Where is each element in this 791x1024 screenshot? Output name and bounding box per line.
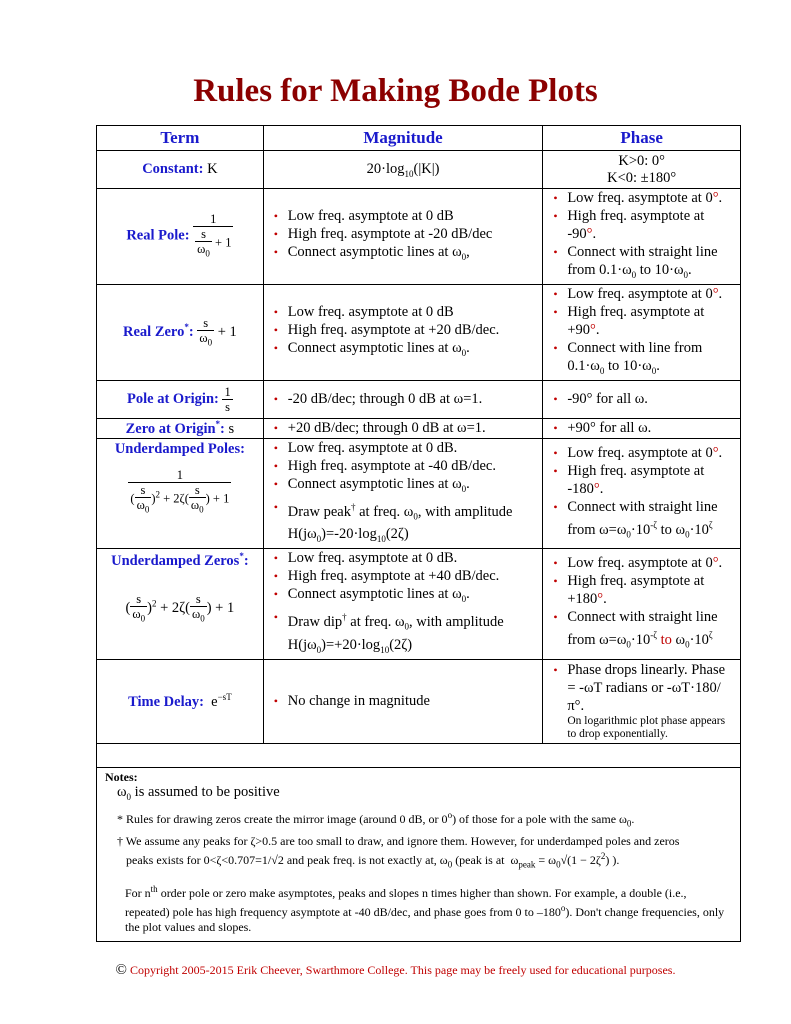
row-time-delay: [97, 659, 741, 743]
phase-constant: [543, 151, 741, 189]
formula-real-pole: 1 $\frac{s}{\omega_0}$ + 1: [193, 212, 233, 261]
copyright-text: Copyright 2005-2015 Erik Cheever, Swarthmore College. This page may be freely used for educational purposes.: [129, 963, 676, 977]
formula-pole-origin: $\frac{1}{s}$: [224, 384, 231, 414]
row-underdamped-poles: [97, 438, 741, 549]
list-item: • Low freq. asymptote at 0 dB: [288, 207, 539, 225]
header-phase: Phase: [543, 126, 741, 151]
term-label: Pole at Origin:: [127, 390, 219, 407]
term-underdamped-poles: [97, 438, 264, 549]
note-omega: $\omega_0$ is assumed to be positive: [117, 783, 280, 802]
empty-cell: [97, 743, 741, 767]
formula-real-zero: $\frac{s}{\omega_0}$: [199, 315, 213, 348]
term-label: Real Zero*:: [123, 321, 194, 340]
phase-real-zero: [543, 284, 741, 380]
mag-underdamped-poles: [263, 438, 543, 549]
mag-underdamped-zeros: [263, 549, 543, 660]
row-constant: [97, 151, 741, 189]
phase-pole-origin: [543, 380, 741, 418]
list-item: • High freq. asymptote at -180°.: [567, 462, 736, 498]
list-item: • Connect with straight line from $\omega=\omega_0\cdot 10^{-\zeta}$ to $\omega_0\cdot 10^\zeta$: [567, 608, 736, 654]
list-item: • Low freq. asymptote at 0 dB.: [288, 549, 539, 567]
list-item: • High freq. asymptote at +20 dB/dec.: [288, 321, 539, 339]
term-underdamped-zeros: [97, 549, 264, 660]
header-magnitude: Magnitude: [263, 126, 543, 151]
list-item: • High freq. asymptote at +180°.: [567, 572, 736, 608]
list-item: • +20 dB/dec; through 0 dB at ω=1.: [288, 419, 539, 437]
row-underdamped-zeros: [97, 549, 741, 660]
list-item: • +90° for all ω.: [567, 419, 736, 437]
list-item: • Connect asymptotic lines at $\omega_0$.: [288, 585, 539, 608]
phase-underdamped-poles: [543, 438, 741, 549]
formula-underdamped-poles: 1 ( $\frac{s}{\omega_0}$ )$^2$ + 2ζ( $\frac{s}{\omega_0}$ ) + 1: [130, 467, 230, 515]
term-label: Real Pole:: [126, 227, 190, 244]
mag-real-pole: [263, 189, 543, 285]
list-item: • -90° for all ω.: [567, 390, 736, 408]
note-nth-order: For $n^{th}$ order pole or zero make asymptotes, peaks and slopes n times higher than shown. For example, a double (i.e., repeated) pole has high frequency asymptote at -40 dB/dec, and phase goes from 0 to –180$^o$). Don't change frequencies, only the plot values and slopes.: [125, 884, 725, 935]
list-item: • Low freq. asymptote at 0 dB.: [288, 439, 539, 457]
row-notes: [97, 767, 741, 942]
list-item: • High freq. asymptote at -20 dB/dec: [288, 225, 539, 243]
list-item: • Connect asymptotic lines at $\omega_0$,: [288, 243, 539, 266]
page-title: Rules for Making Bode Plots: [193, 73, 598, 109]
mag-constant: $20\cdot\log_{10}(|K|)$: [263, 151, 543, 189]
list-item: • High freq. asymptote at -90°.: [567, 207, 736, 243]
list-item: • Low freq. asymptote at 0 dB: [288, 303, 539, 321]
term-label: Time Delay:: [128, 693, 204, 710]
list-item: • High freq. asymptote at +90°.: [567, 303, 736, 339]
term-time-delay: Time Delay: $e^{-sT}$: [97, 659, 264, 743]
list-item: • Connect with line from $0.1\cdot\omega_0$ to $10\cdot\omega_0$.: [567, 339, 736, 380]
header-term: Term: [97, 126, 264, 151]
phase-real-pole: [543, 189, 741, 285]
list-item: • High freq. asymptote at +40 dB/dec.: [288, 567, 539, 585]
list-item: • -20 dB/dec; through 0 dB at ω=1.: [288, 390, 539, 408]
term-symbol: s: [228, 420, 235, 437]
phase-time-delay: [543, 659, 741, 743]
mag-time-delay: [263, 659, 543, 743]
phase-note: On logarithmic plot phase appears to drop exponentially.: [567, 715, 726, 741]
mag-real-zero: [263, 284, 543, 380]
mag-zero-origin: [263, 418, 543, 438]
note-zeros: * Rules for drawing zeros create the mirror image (around 0 dB, or 0$^o$) of those for a pole with the same $\omega_0$.: [117, 809, 635, 828]
list-item: • Draw dip† at freq. $\omega_0$, with amplitude $H(j\omega_0)=+20\cdot\log_{10}(2\zeta)$: [288, 608, 539, 659]
copyright-icon: ©: [115, 962, 127, 978]
list-item: • Connect with straight line from $\omega=\omega_0\cdot 10^{-\zeta}$ to $\omega_0\cdot 10^\zeta$: [567, 498, 736, 544]
term-label: Zero at Origin*:: [125, 418, 225, 437]
term-label: Constant:: [142, 161, 204, 177]
row-pole-origin: [97, 380, 741, 418]
phase-zero-origin: [543, 418, 741, 438]
list-item: • Low freq. asymptote at 0°.: [567, 444, 736, 462]
phase-underdamped-zeros: [543, 549, 741, 660]
list-item: • Connect with straight line from $0.1\cdot\omega_0$ to $10\cdot\omega_0$.: [567, 243, 736, 284]
list-item: • Connect asymptotic lines at $\omega_0$.: [288, 475, 539, 498]
list-item: • Low freq. asymptote at 0°.: [567, 285, 736, 303]
term-real-zero: Real Zero*: $\frac{s}{\omega_0}$ + 1: [97, 284, 264, 380]
term-label: Underdamped Poles:: [114, 440, 245, 457]
list-item: • High freq. asymptote at -40 dB/dec.: [288, 457, 539, 475]
list-item: • Draw peak† at freq. $\omega_0$, with amplitude $H(j\omega_0)=-20\cdot\log_{10}(2\zeta)$: [288, 498, 539, 549]
notes-heading: Notes:: [105, 769, 138, 784]
row-real-pole: [97, 189, 741, 285]
row-empty: [97, 743, 741, 767]
list-item: • Low freq. asymptote at 0°.: [567, 189, 736, 207]
term-constant: [97, 151, 264, 189]
notes-cell: [97, 767, 741, 942]
bode-rules-table: [96, 125, 741, 942]
list-item: • Low freq. asymptote at 0°.: [567, 554, 736, 572]
phase-line: K<0: ±180°: [607, 169, 677, 186]
term-zero-origin: [97, 418, 264, 438]
list-item: • Phase drops linearly. Phase = -ωT radians or -ωT·180/π°. On logarithmic plot phase appears to drop exponentially.: [567, 661, 736, 741]
term-pole-origin: [97, 380, 264, 418]
note-peaks: † We assume any peaks for ζ>0.5 are too small to draw, and ignore them. However, for underdamped poles and zeros peaks exists for 0<ζ<0.707=1/√2 and peak freq. is not exactly at, $\omega_0$ (peak is at $\omega_{peak} = \omega_0√(1 - 2\zeta^2)$ ).: [117, 833, 680, 870]
term-label: Underdamped Zeros*:: [111, 551, 249, 569]
list-item: • Connect asymptotic lines at $\omega_0$.: [288, 339, 539, 362]
copyright: [0, 962, 791, 979]
formula-underdamped-zeros: ( $\frac{s}{\omega_0}$ )$^2$ + 2ζ( $\frac{s}{\omega_0}$ ) + 1: [125, 591, 235, 624]
mag-pole-origin: [263, 380, 543, 418]
header-row: [97, 126, 741, 151]
phase-line: K>0: 0°: [618, 152, 665, 169]
row-zero-origin: [97, 418, 741, 438]
term-real-pole: [97, 189, 264, 285]
list-item: • No change in magnitude: [288, 692, 539, 710]
term-symbol: K: [207, 161, 218, 177]
row-real-zero: [97, 284, 741, 380]
